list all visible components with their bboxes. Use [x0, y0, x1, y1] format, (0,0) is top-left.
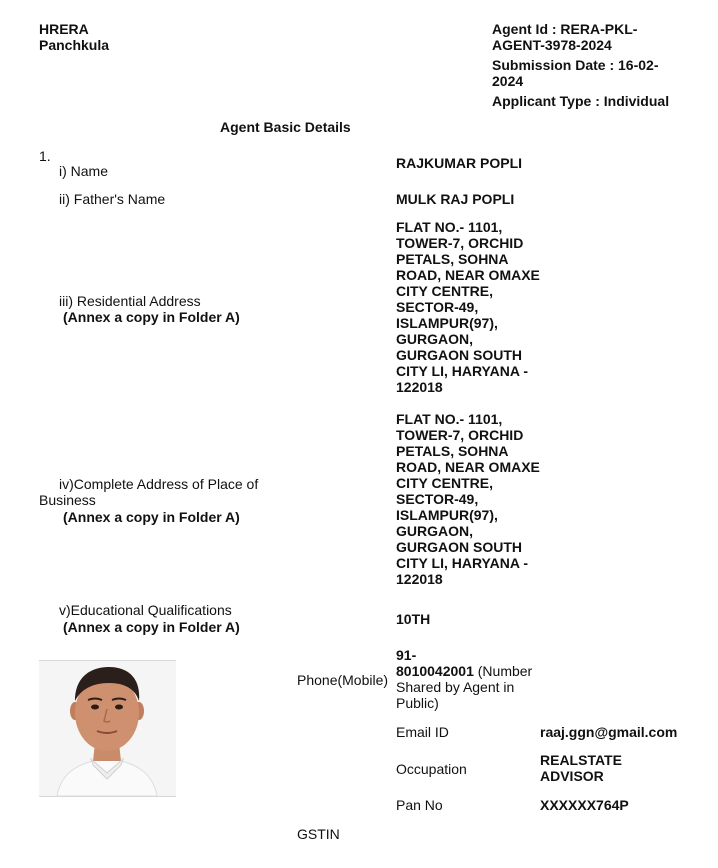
section-number: 1.: [39, 148, 51, 164]
father-name-label: ii) Father's Name: [59, 191, 166, 207]
business-address-label: iv)Complete Address of Place of: [59, 476, 259, 492]
email-value: raaj.ggn@gmail.com: [540, 724, 678, 740]
education-label: v)Educational Qualifications: [59, 602, 232, 618]
authority-location: Panchkula: [39, 37, 110, 53]
phone-label: Phone(Mobile): [297, 672, 389, 688]
phone-number: 8010042001: [396, 663, 474, 679]
applicant-type: Applicant Type : Individual: [492, 93, 670, 109]
pan-value: XXXXXX764P: [540, 797, 629, 813]
residential-address-label: iii) Residential Address: [59, 293, 201, 309]
pan-label: Pan No: [396, 797, 443, 813]
residential-address-note: (Annex a copy in Folder A): [63, 309, 240, 325]
education-value: 10TH: [396, 611, 431, 627]
agent-id: Agent Id : RERA-PKL-AGENT-3978-2024: [492, 21, 638, 53]
name-value: RAJKUMAR POPLI: [396, 155, 523, 171]
occupation-value: REALSTATE ADVISOR: [540, 752, 622, 784]
authority-name: HRERA: [39, 21, 89, 37]
education-note: (Annex a copy in Folder A): [63, 619, 240, 635]
phone-block: [396, 663, 546, 711]
business-address-note: (Annex a copy in Folder A): [63, 509, 240, 525]
email-label: Email ID: [396, 724, 449, 740]
gstin-label: GSTIN: [297, 826, 340, 842]
section-title: Agent Basic Details: [220, 119, 351, 135]
occupation-label: Occupation: [396, 761, 467, 777]
phone-note: (Number Shared by Agent in Public): [396, 663, 533, 711]
residential-address-value: FLAT NO.- 1101, TOWER-7, ORCHID PETALS, SOHNA ROAD, NEAR OMAXE CITY CENTRE, SECTOR-49, ISLAMPUR(97), GURGAON, GURGAON SOUTH CITY LI, HARYANA - 122018: [396, 219, 540, 395]
submission-date: Submission Date : 16-02-2024: [492, 57, 659, 89]
business-address-label-cont: Business: [39, 492, 96, 508]
name-label: i) Name: [59, 163, 109, 179]
phone-prefix: 91-: [396, 647, 417, 663]
business-address-value: FLAT NO.- 1101, TOWER-7, ORCHID PETALS, SOHNA ROAD, NEAR OMAXE CITY CENTRE, SECTOR-49, ISLAMPUR(97), GURGAON, GURGAON SOUTH CITY LI, HARYANA - 122018: [396, 411, 540, 587]
person-photo-icon: [39, 660, 176, 797]
father-name-value: MULK RAJ POPLI: [396, 191, 515, 207]
